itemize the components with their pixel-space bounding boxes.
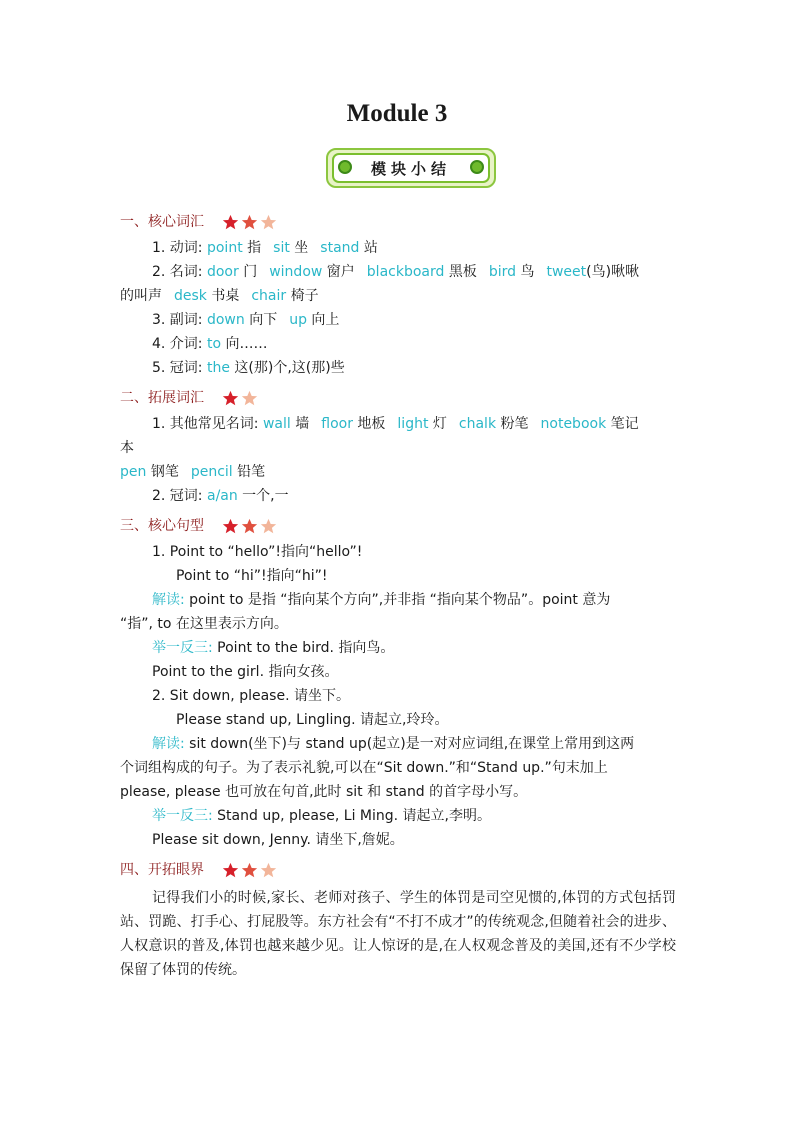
star-icon <box>222 862 239 879</box>
reading-paragraph: 记得我们小的时候,家长、老师对孩子、学生的体罚是司空见惯的,体罚的方式包括罚站、罚跪、打手心、打屁股等。东方社会有“不打不成才”的传统观念,但随着社会的进步、人权意识的普及,体罚也越来越少见。让人惊讶的是,在人权观念普及的美国,还有不少学校保留了体罚的传统。 <box>120 890 676 978</box>
vocab-line: 本 <box>120 440 134 456</box>
example-line: 举一反三: Point to the bird. 指向鸟。 <box>152 640 395 656</box>
page-title: Module 3 <box>346 100 448 127</box>
vocab-line: 4. 介词: to 向…… <box>152 336 268 352</box>
content <box>120 204 676 982</box>
sentence-line: Please stand up, Lingling. 请起立,玲玲。 <box>176 712 449 728</box>
module-summary-badge <box>326 148 496 188</box>
section-heading-broaden-horizons <box>120 856 676 884</box>
star-icon <box>222 518 239 535</box>
star-icon <box>222 214 239 231</box>
section-title: 四、开拓眼界 <box>120 862 204 878</box>
section-heading-extended-vocab <box>120 384 676 412</box>
vocab-line: 5. 冠词: the 这(那)个,这(那)些 <box>152 360 345 376</box>
vocab-line: 1. 其他常见名词: wall 墙 floor 地板 light 灯 chalk 粉笔 notebook 笔记 <box>152 416 639 432</box>
vocab-line: 3. 副词: down 向下 up 向上 <box>152 312 340 328</box>
example-line: Please sit down, Jenny. 请坐下,詹妮。 <box>152 832 404 848</box>
vocab-line: 2. 冠词: a/an 一个,一 <box>152 488 289 504</box>
star-icon <box>260 518 277 535</box>
section-title: 二、拓展词汇 <box>120 390 204 406</box>
difficulty-stars <box>222 512 279 540</box>
vocab-line: 2. 名词: door 门 window 窗户 blackboard 黑板 bird 鸟 tweet(鸟)啾啾 <box>152 264 640 280</box>
explanation-line: 个词组构成的句子。为了表示礼貌,可以在“Sit down.”和“Stand up.”句末加上 <box>120 760 608 776</box>
star-icon <box>241 862 258 879</box>
section-title: 三、核心句型 <box>120 518 204 534</box>
star-icon <box>222 390 239 407</box>
example-line: 举一反三: Stand up, please, Li Ming. 请起立,李明。 <box>152 808 491 824</box>
star-icon <box>241 390 258 407</box>
vocab-line: 的叫声 desk 书桌 chair 椅子 <box>120 288 319 304</box>
example-line: Point to the girl. 指向女孩。 <box>152 664 339 680</box>
difficulty-stars <box>222 856 279 884</box>
section-heading-core-vocab <box>120 208 676 236</box>
explanation-line: “指”, to 在这里表示方向。 <box>120 616 288 632</box>
star-icon <box>260 862 277 879</box>
vocab-line: pen 钢笔 pencil 铅笔 <box>120 464 266 480</box>
sentence-line: Point to “hi”!指向“hi”! <box>176 568 328 584</box>
difficulty-stars <box>222 384 260 412</box>
section-title: 一、核心词汇 <box>120 214 204 230</box>
difficulty-stars <box>222 208 279 236</box>
badge-label: 模块小结 <box>370 160 451 178</box>
explanation-line: please, please 也可放在句首,此时 sit 和 stand 的首字母小写。 <box>120 784 528 800</box>
sentence-line: 2. Sit down, please. 请坐下。 <box>152 688 350 704</box>
vocab-line: 1. 动词: point 指 sit 坐 stand 站 <box>152 240 378 256</box>
sentence-line: 1. Point to “hello”!指向“hello”! <box>152 544 363 560</box>
explanation-line: 解读: sit down(坐下)与 stand up(起立)是一对对应词组,在课堂上常用到这两 <box>152 736 635 752</box>
section-heading-core-sentences <box>120 512 676 540</box>
star-icon <box>241 214 258 231</box>
star-icon <box>260 214 277 231</box>
star-icon <box>241 518 258 535</box>
explanation-line: 解读: point to 是指 “指向某个方向”,并非指 “指向某个物品”。point 意为 <box>152 592 611 608</box>
